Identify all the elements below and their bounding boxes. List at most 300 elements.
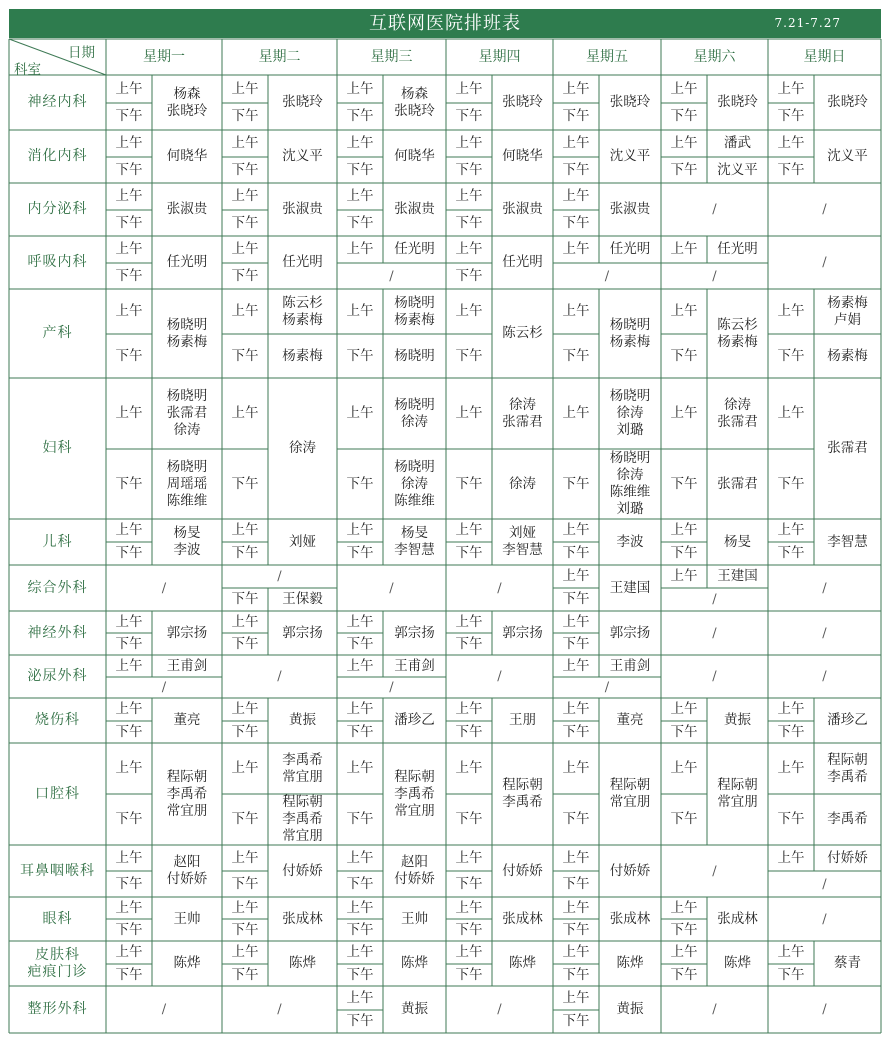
no-schedule-slash: / — [822, 1002, 827, 1017]
doctor-names: 程际朝 李禹希 常宜朋 — [166, 768, 208, 819]
pm-label: 下午 — [346, 1013, 374, 1029]
pm-label: 下午 — [670, 545, 698, 561]
pm-label: 下午 — [455, 875, 483, 892]
doctor-names: 张晓玲 — [717, 94, 758, 110]
department-name: 产科 — [42, 325, 73, 341]
doctor-names: 沈义平 — [282, 148, 323, 164]
am-label: 上午 — [670, 760, 698, 776]
am-label: 上午 — [231, 944, 259, 960]
pm-label: 下午 — [562, 921, 590, 938]
doctor-names: 付娇娇 — [282, 862, 323, 879]
doctor-names-pm: 李禹希 — [827, 811, 868, 827]
am-label: 上午 — [231, 135, 259, 151]
no-schedule-slash: / — [389, 580, 394, 596]
doctor-names: 张淑贵 — [609, 201, 651, 217]
am-label: 上午 — [777, 80, 805, 97]
pm-label: 下午 — [231, 161, 259, 178]
am-label: 上午 — [115, 405, 143, 421]
doctor-names: 王朋 — [509, 712, 536, 728]
pm-label: 下午 — [777, 475, 805, 492]
am-label: 上午 — [231, 849, 259, 866]
am-label: 上午 — [346, 760, 374, 776]
am-label: 上午 — [115, 135, 143, 151]
day-header: 星期二 — [258, 48, 301, 65]
doctor-names: 刘娅 李智慧 — [502, 525, 543, 558]
am-label: 上午 — [231, 522, 259, 538]
am-label: 上午 — [670, 80, 698, 97]
doctor-names: 张晓玲 — [609, 94, 651, 110]
pm-label: 下午 — [777, 347, 805, 364]
doctor-names: 程际朝 李禹希 常宜朋 — [394, 768, 435, 819]
doctor-names-pm: 徐涛 — [509, 475, 536, 492]
doctor-names-am: 徐涛 张霈君 — [502, 396, 543, 430]
pm-label: 下午 — [455, 635, 483, 652]
am-label: 上午 — [562, 522, 590, 538]
doctor-names-pm: 杨素梅 — [827, 347, 868, 364]
doctor-names-am: 徐涛 张霈君 — [717, 396, 758, 430]
doctor-names-pm: 杨素梅 — [282, 347, 323, 364]
no-schedule-slash: / — [822, 580, 827, 596]
doctor-names: 陈烨 — [289, 955, 316, 971]
no-schedule-slash: / — [497, 580, 502, 596]
no-schedule-slash: / — [497, 669, 502, 684]
department-name: 烧伤科 — [35, 712, 80, 728]
page-title: 互联网医院排班表 — [369, 13, 521, 34]
am-label: 上午 — [115, 80, 143, 97]
department-name: 呼吸内科 — [27, 254, 88, 270]
doctor-names: 程际朝 常宜朋 — [717, 777, 758, 810]
am-label: 上午 — [562, 303, 590, 319]
doctor-names-pm: 张霈君 — [717, 475, 758, 492]
doctor-names: 赵阳 付娇娇 — [166, 854, 208, 887]
am-label: 上午 — [346, 303, 374, 319]
pm-label: 下午 — [231, 591, 259, 607]
pm-label: 下午 — [231, 723, 259, 740]
department-name: 神经内科 — [27, 94, 88, 110]
doctor-names: 张淑贵 — [166, 201, 208, 217]
department-name: 妇科 — [42, 440, 73, 456]
doctor-names: 陈烨 — [724, 955, 751, 971]
pm-label: 下午 — [670, 347, 698, 364]
doctor-names: 黄振 — [289, 712, 316, 728]
department-name: 泌尿外科 — [27, 668, 88, 684]
am-label: 上午 — [115, 613, 143, 630]
am-label: 上午 — [777, 701, 805, 717]
no-schedule-slash: / — [161, 1002, 167, 1017]
am-label: 上午 — [777, 760, 805, 776]
pm-label: 下午 — [455, 161, 483, 178]
doctor-names: 何晓华 — [394, 148, 435, 164]
doctor-names: 杨森 张晓玲 — [394, 85, 435, 119]
pm-label: 下午 — [455, 723, 483, 740]
am-label: 上午 — [562, 188, 590, 204]
no-schedule-slash: / — [277, 569, 282, 584]
pm-label: 下午 — [346, 108, 374, 124]
pm-label: 下午 — [346, 545, 374, 561]
doctor-names-pm: 杨晓明 徐涛 陈维维 — [394, 458, 435, 509]
doctor-names: 王建国 — [609, 579, 651, 596]
am-label: 上午 — [455, 241, 483, 257]
am-label: 上午 — [562, 701, 590, 717]
pm-label: 下午 — [115, 347, 143, 364]
pm-label: 下午 — [231, 811, 259, 827]
doctor-names: 杨旻 李智慧 — [394, 525, 435, 558]
doctor-names-am: 任光明 — [609, 241, 651, 257]
pm-label: 下午 — [115, 161, 143, 178]
doctor-names: 陈烨 — [173, 955, 201, 971]
pm-label: 下午 — [231, 545, 259, 561]
am-label: 上午 — [562, 760, 590, 776]
pm-label: 下午 — [455, 545, 483, 561]
doctor-names: 黄振 — [724, 712, 751, 728]
am-label: 上午 — [115, 241, 143, 257]
pm-label: 下午 — [455, 475, 483, 492]
date-range: 7.21-7.27 — [774, 16, 841, 30]
department-name: 内分泌科 — [27, 201, 88, 217]
am-label: 上午 — [455, 944, 483, 960]
am-label: 上午 — [231, 760, 259, 776]
doctor-names: 何晓华 — [502, 148, 543, 164]
pm-label: 下午 — [231, 966, 259, 983]
doctor-names: 黄振 — [616, 1001, 644, 1017]
pm-label: 下午 — [562, 811, 590, 827]
doctor-names: 张霈君 — [827, 440, 868, 456]
am-label: 上午 — [455, 613, 483, 630]
no-schedule-slash: / — [712, 202, 717, 217]
doctor-names: 董亮 — [616, 712, 644, 728]
am-label: 上午 — [231, 701, 259, 717]
pm-label: 下午 — [346, 811, 374, 827]
pm-label: 下午 — [346, 723, 374, 740]
doctor-names: 任光明 — [166, 254, 208, 270]
pm-label: 下午 — [670, 966, 698, 983]
pm-label: 下午 — [231, 921, 259, 938]
no-schedule-slash: / — [712, 1002, 717, 1017]
am-label: 上午 — [115, 657, 143, 674]
doctor-names: 董亮 — [173, 712, 201, 728]
doctor-names: 付娇娇 — [502, 862, 543, 879]
doctor-names: 杨旻 — [724, 533, 751, 550]
doctor-names-am: 任光明 — [717, 241, 758, 257]
day-header: 星期日 — [803, 48, 846, 65]
pm-label: 下午 — [115, 966, 143, 983]
am-label: 上午 — [562, 568, 590, 584]
pm-label: 下午 — [455, 966, 483, 983]
doctor-names-am: 杨晓明 徐涛 刘璐 — [609, 388, 651, 438]
am-label: 上午 — [115, 303, 143, 319]
pm-label: 下午 — [115, 921, 143, 938]
department-name: 综合外科 — [27, 579, 88, 596]
pm-label: 下午 — [115, 267, 143, 284]
am-label: 上午 — [231, 188, 259, 204]
am-label: 上午 — [455, 899, 483, 916]
pm-label: 下午 — [562, 635, 590, 652]
doctor-names: 王帅 — [401, 910, 428, 927]
doctor-names-am: 杨晓明 杨素梅 — [394, 294, 435, 328]
am-label: 上午 — [346, 522, 374, 538]
pm-label: 下午 — [455, 108, 483, 124]
department-name: 皮肤科 疤痕门诊 — [27, 946, 88, 980]
doctor-names-pm: 沈义平 — [717, 161, 758, 178]
doctor-names: 李智慧 — [827, 533, 868, 550]
doctor-names: 张晓玲 — [827, 94, 868, 110]
pm-label: 下午 — [115, 723, 143, 740]
no-schedule-slash: / — [277, 669, 282, 684]
pm-label: 下午 — [346, 347, 374, 364]
header-dept-label: 科室 — [14, 62, 41, 78]
doctor-names-am: 王甫剑 — [166, 657, 208, 674]
doctor-names-am: 王建国 — [717, 568, 758, 584]
doctor-names: 程际朝 常宜朋 — [609, 777, 651, 810]
pm-label: 下午 — [231, 475, 259, 492]
am-label: 上午 — [231, 303, 259, 319]
pm-label: 下午 — [777, 545, 805, 561]
doctor-names: 张成林 — [282, 910, 323, 927]
doctor-names: 张晓玲 — [502, 94, 543, 110]
doctor-names-am: 李禹希 常宜朋 — [282, 751, 323, 785]
am-label: 上午 — [455, 522, 483, 538]
doctor-names: 潘珍乙 — [394, 712, 435, 728]
pm-label: 下午 — [115, 875, 143, 892]
doctor-names: 蔡青 — [834, 955, 861, 971]
doctor-names: 郭宗扬 — [502, 624, 543, 641]
doctor-names-am: 陈云杉 杨素梅 — [282, 294, 323, 328]
pm-label: 下午 — [231, 635, 259, 652]
pm-label: 下午 — [455, 921, 483, 938]
doctor-names: 付娇娇 — [609, 862, 651, 879]
am-label: 上午 — [670, 701, 698, 717]
doctor-names-am: 杨素梅 卢娟 — [827, 294, 868, 328]
doctor-names-am: 王甫剑 — [609, 657, 651, 674]
day-header: 星期五 — [586, 48, 628, 65]
am-label: 上午 — [455, 701, 483, 717]
doctor-names-am: 杨晓明 张霈君 徐涛 — [166, 388, 208, 438]
pm-label: 下午 — [562, 966, 590, 983]
pm-label: 下午 — [562, 875, 590, 892]
pm-label: 下午 — [115, 475, 143, 492]
am-label: 上午 — [670, 522, 698, 538]
department-name: 耳鼻咽喉科 — [20, 862, 95, 879]
department-name: 口腔科 — [35, 785, 80, 802]
am-label: 上午 — [231, 613, 259, 630]
no-schedule-slash: / — [604, 268, 610, 284]
am-label: 上午 — [346, 989, 374, 1006]
doctor-names: 杨晓明 杨素梅 — [166, 316, 208, 350]
no-schedule-slash: / — [712, 268, 717, 284]
am-label: 上午 — [562, 944, 590, 960]
am-label: 上午 — [455, 135, 483, 151]
doctor-names: 任光明 — [282, 254, 323, 270]
am-label: 上午 — [346, 188, 374, 204]
no-schedule-slash: / — [161, 580, 167, 596]
no-schedule-slash: / — [712, 592, 717, 607]
pm-label: 下午 — [455, 267, 483, 284]
pm-label: 下午 — [455, 214, 483, 231]
am-label: 上午 — [670, 944, 698, 960]
am-label: 上午 — [455, 849, 483, 866]
pm-label: 下午 — [115, 811, 143, 827]
am-label: 上午 — [346, 899, 374, 916]
pm-label: 下午 — [670, 811, 698, 827]
no-schedule-slash: / — [604, 680, 610, 695]
doctor-names: 潘珍乙 — [827, 712, 868, 728]
am-label: 上午 — [231, 405, 259, 421]
am-label: 上午 — [346, 613, 374, 630]
pm-label: 下午 — [115, 635, 143, 652]
am-label: 上午 — [562, 241, 590, 257]
am-label: 上午 — [346, 135, 374, 151]
am-label: 上午 — [777, 849, 805, 866]
pm-label: 下午 — [346, 475, 374, 492]
am-label: 上午 — [115, 849, 143, 866]
am-label: 上午 — [562, 80, 590, 97]
doctor-names: 张成林 — [502, 910, 543, 927]
no-schedule-slash: / — [277, 1002, 282, 1017]
doctor-names-pm: 王保毅 — [282, 591, 323, 607]
am-label: 上午 — [115, 701, 143, 717]
am-label: 上午 — [562, 405, 590, 421]
doctor-names: 何晓华 — [166, 148, 208, 164]
pm-label: 下午 — [562, 591, 590, 607]
pm-label: 下午 — [346, 921, 374, 938]
pm-label: 下午 — [346, 214, 374, 231]
am-label: 上午 — [562, 849, 590, 866]
pm-label: 下午 — [670, 108, 698, 124]
pm-label: 下午 — [346, 966, 374, 983]
doctor-names: 王帅 — [173, 910, 201, 927]
doctor-names-am: 程际朝 李禹希 — [827, 751, 868, 785]
am-label: 上午 — [455, 80, 483, 97]
day-header: 星期六 — [693, 48, 736, 65]
doctor-names-pm: 程际朝 李禹希 常宜朋 — [282, 794, 323, 844]
am-label: 上午 — [562, 135, 590, 151]
day-header: 星期四 — [478, 48, 521, 65]
department-name: 消化内科 — [27, 148, 88, 164]
department-name: 儿科 — [42, 533, 73, 550]
am-label: 上午 — [670, 135, 698, 151]
pm-label: 下午 — [670, 161, 698, 178]
am-label: 上午 — [346, 701, 374, 717]
doctor-names: 任光明 — [502, 254, 543, 270]
pm-label: 下午 — [455, 347, 483, 364]
doctor-names: 张成林 — [717, 910, 758, 927]
doctor-names-am: 任光明 — [394, 241, 435, 257]
am-label: 上午 — [670, 241, 698, 257]
doctor-names: 刘娅 — [289, 533, 316, 550]
pm-label: 下午 — [455, 811, 483, 827]
pm-label: 下午 — [562, 347, 590, 364]
am-label: 上午 — [115, 760, 143, 776]
doctor-names-pm: 杨晓明 周瑶瑶 陈维维 — [166, 458, 208, 509]
doctor-names: 张淑贵 — [282, 201, 323, 217]
am-label: 上午 — [115, 188, 143, 204]
pm-label: 下午 — [562, 161, 590, 178]
doctor-names-am: 潘武 — [724, 135, 751, 151]
doctor-names: 张淑贵 — [394, 201, 435, 217]
am-label: 上午 — [777, 405, 805, 421]
am-label: 上午 — [231, 80, 259, 97]
am-label: 上午 — [455, 760, 483, 776]
pm-label: 下午 — [346, 635, 374, 652]
doctor-names: 程际朝 李禹希 — [502, 777, 543, 810]
pm-label: 下午 — [562, 108, 590, 124]
doctor-names-am: 杨晓明 徐涛 — [394, 396, 435, 430]
am-label: 上午 — [670, 899, 698, 916]
doctor-names-pm: 杨晓明 徐涛 陈维维 刘璐 — [609, 450, 651, 517]
am-label: 上午 — [777, 944, 805, 960]
pm-label: 下午 — [562, 1013, 590, 1029]
no-schedule-slash: / — [712, 669, 717, 684]
pm-label: 下午 — [115, 108, 143, 124]
doctor-names: 杨旻 李波 — [173, 525, 201, 558]
am-label: 上午 — [346, 80, 374, 97]
no-schedule-slash: / — [822, 202, 827, 217]
pm-label: 下午 — [231, 214, 259, 231]
no-schedule-slash: / — [822, 911, 827, 927]
pm-label: 下午 — [777, 966, 805, 983]
am-label: 上午 — [115, 522, 143, 538]
doctor-names: 郭宗扬 — [609, 624, 651, 641]
day-header: 星期一 — [143, 48, 185, 65]
doctor-names: 陈烨 — [509, 955, 536, 971]
am-label: 上午 — [346, 241, 374, 257]
doctor-names: 沈义平 — [609, 148, 651, 164]
am-label: 上午 — [115, 899, 143, 916]
am-label: 上午 — [455, 405, 483, 421]
no-schedule-slash: / — [712, 863, 717, 879]
header-date-label: 日期 — [68, 45, 95, 61]
am-label: 上午 — [231, 899, 259, 916]
pm-label: 下午 — [115, 214, 143, 231]
pm-label: 下午 — [670, 723, 698, 740]
no-schedule-slash: / — [822, 669, 827, 684]
no-schedule-slash: / — [822, 876, 827, 892]
pm-label: 下午 — [231, 267, 259, 284]
pm-label: 下午 — [777, 161, 805, 178]
am-label: 上午 — [346, 657, 374, 674]
pm-label: 下午 — [562, 545, 590, 561]
department-name: 整形外科 — [27, 1001, 88, 1017]
pm-label: 下午 — [346, 161, 374, 178]
am-label: 上午 — [670, 405, 698, 421]
pm-label: 下午 — [777, 723, 805, 740]
doctor-names: 陈烨 — [616, 955, 644, 971]
am-label: 上午 — [346, 405, 374, 421]
doctor-names: 陈云杉 — [502, 325, 543, 341]
am-label: 上午 — [115, 944, 143, 960]
doctor-names: 黄振 — [401, 1001, 428, 1017]
doctor-names: 赵阳 付娇娇 — [394, 854, 435, 887]
am-label: 上午 — [777, 135, 805, 151]
pm-label: 下午 — [562, 475, 590, 492]
no-schedule-slash: / — [497, 1002, 502, 1017]
day-header: 星期三 — [370, 48, 413, 65]
pm-label: 下午 — [231, 875, 259, 892]
doctor-names: 杨森 张晓玲 — [166, 85, 208, 119]
doctor-names-pm: 杨晓明 — [394, 347, 435, 364]
doctor-names: 徐涛 — [289, 440, 316, 456]
am-label: 上午 — [346, 849, 374, 866]
pm-label: 下午 — [777, 108, 805, 124]
pm-label: 下午 — [670, 475, 698, 492]
am-label: 上午 — [777, 522, 805, 538]
am-label: 上午 — [670, 568, 698, 584]
doctor-names: 李波 — [616, 533, 644, 550]
no-schedule-slash: / — [822, 255, 827, 270]
doctor-names: 沈义平 — [827, 148, 868, 164]
no-schedule-slash: / — [389, 268, 394, 284]
doctor-names: 张淑贵 — [502, 201, 543, 217]
